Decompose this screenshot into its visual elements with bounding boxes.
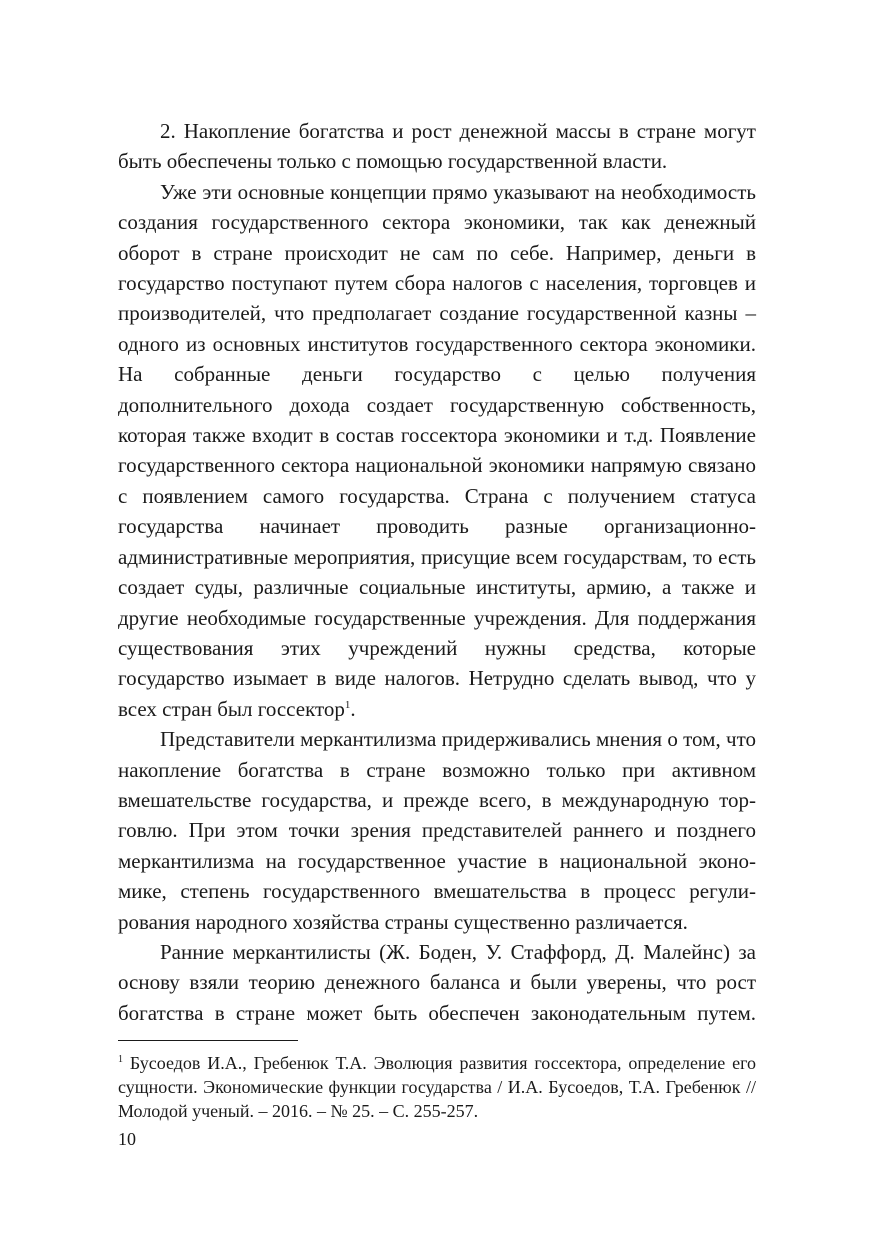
footnote-reference[interactable]: 1	[344, 698, 351, 711]
footnote-number: 1	[118, 1054, 123, 1066]
book-page	[118, 116, 756, 1151]
footnote-text: Бусоедов И.А., Гребенюк Т.А. Эволюция развития госсектора, определение его сущности. Экономические функции государства / И.А. Бусоедов, Т.А. Гребенюк // Молодой ученый. – 2016. – № 25. – С. 255-257.	[118, 1053, 756, 1122]
paragraph-2-text: Уже эти основные концепции прямо указывают на необходимость создания государственного сектора экономики, так как денежный оборот в стране происходит не сам по себе. Например, деньги в государство поступают путем сбора налогов с населения, торговцев и производителей, что предполагает создание государственной казны – одного из основных институтов государственного сектора экономики. На собранные деньги государство с целью получения дополнительного дохода создает государственную собственность, которая также входит в состав госсектора экономики и т.д. Появление государственного сектора национальной экономики напрямую связано с появлением самого государства. Страна с получением статуса государства начинает проводить разные организационно-административные мероприятия, присущие всем государствам, то есть создает суды, различные социальные институты, армию, а также и другие необходимые государственные учреждения. Для поддержания существования этих учреждений нужны средства, которые государство изымает в виде налогов. Нетрудно сделать вывод, что у всех стран был госсектор	[118, 179, 756, 721]
footnote-divider	[118, 1040, 298, 1041]
paragraph-3: Представители меркантилизма придерживались мнения о том, что накопление богатства в стране возможно только при активном вмешательстве государства, и прежде всего, в международную торговлю. При этом точки зрения представителей раннего и позднего меркантилизма на государственное участие в национальной экономике, степень государственного вмешательства в процесс регулирования народного хозяйства страны существенно различается.	[118, 727, 756, 934]
main-text	[118, 116, 756, 1028]
paragraph-2	[118, 177, 756, 724]
page-number: 10	[118, 1129, 136, 1150]
paragraph-4: Ранние меркантилисты (Ж. Боден, У. Стаффорд, Д. Малейнс) за основу взяли теорию денежного баланса и были уверены, что рост богатства в стране может быть обеспечен законодательным путем.	[118, 939, 756, 1025]
paragraph-1: 2. Накопление богатства и рост денежной массы в стране могут быть обеспечены только с помощью государственной власти.	[118, 119, 756, 174]
footnote	[118, 1051, 756, 1123]
paragraph-2-end: .	[350, 696, 356, 721]
